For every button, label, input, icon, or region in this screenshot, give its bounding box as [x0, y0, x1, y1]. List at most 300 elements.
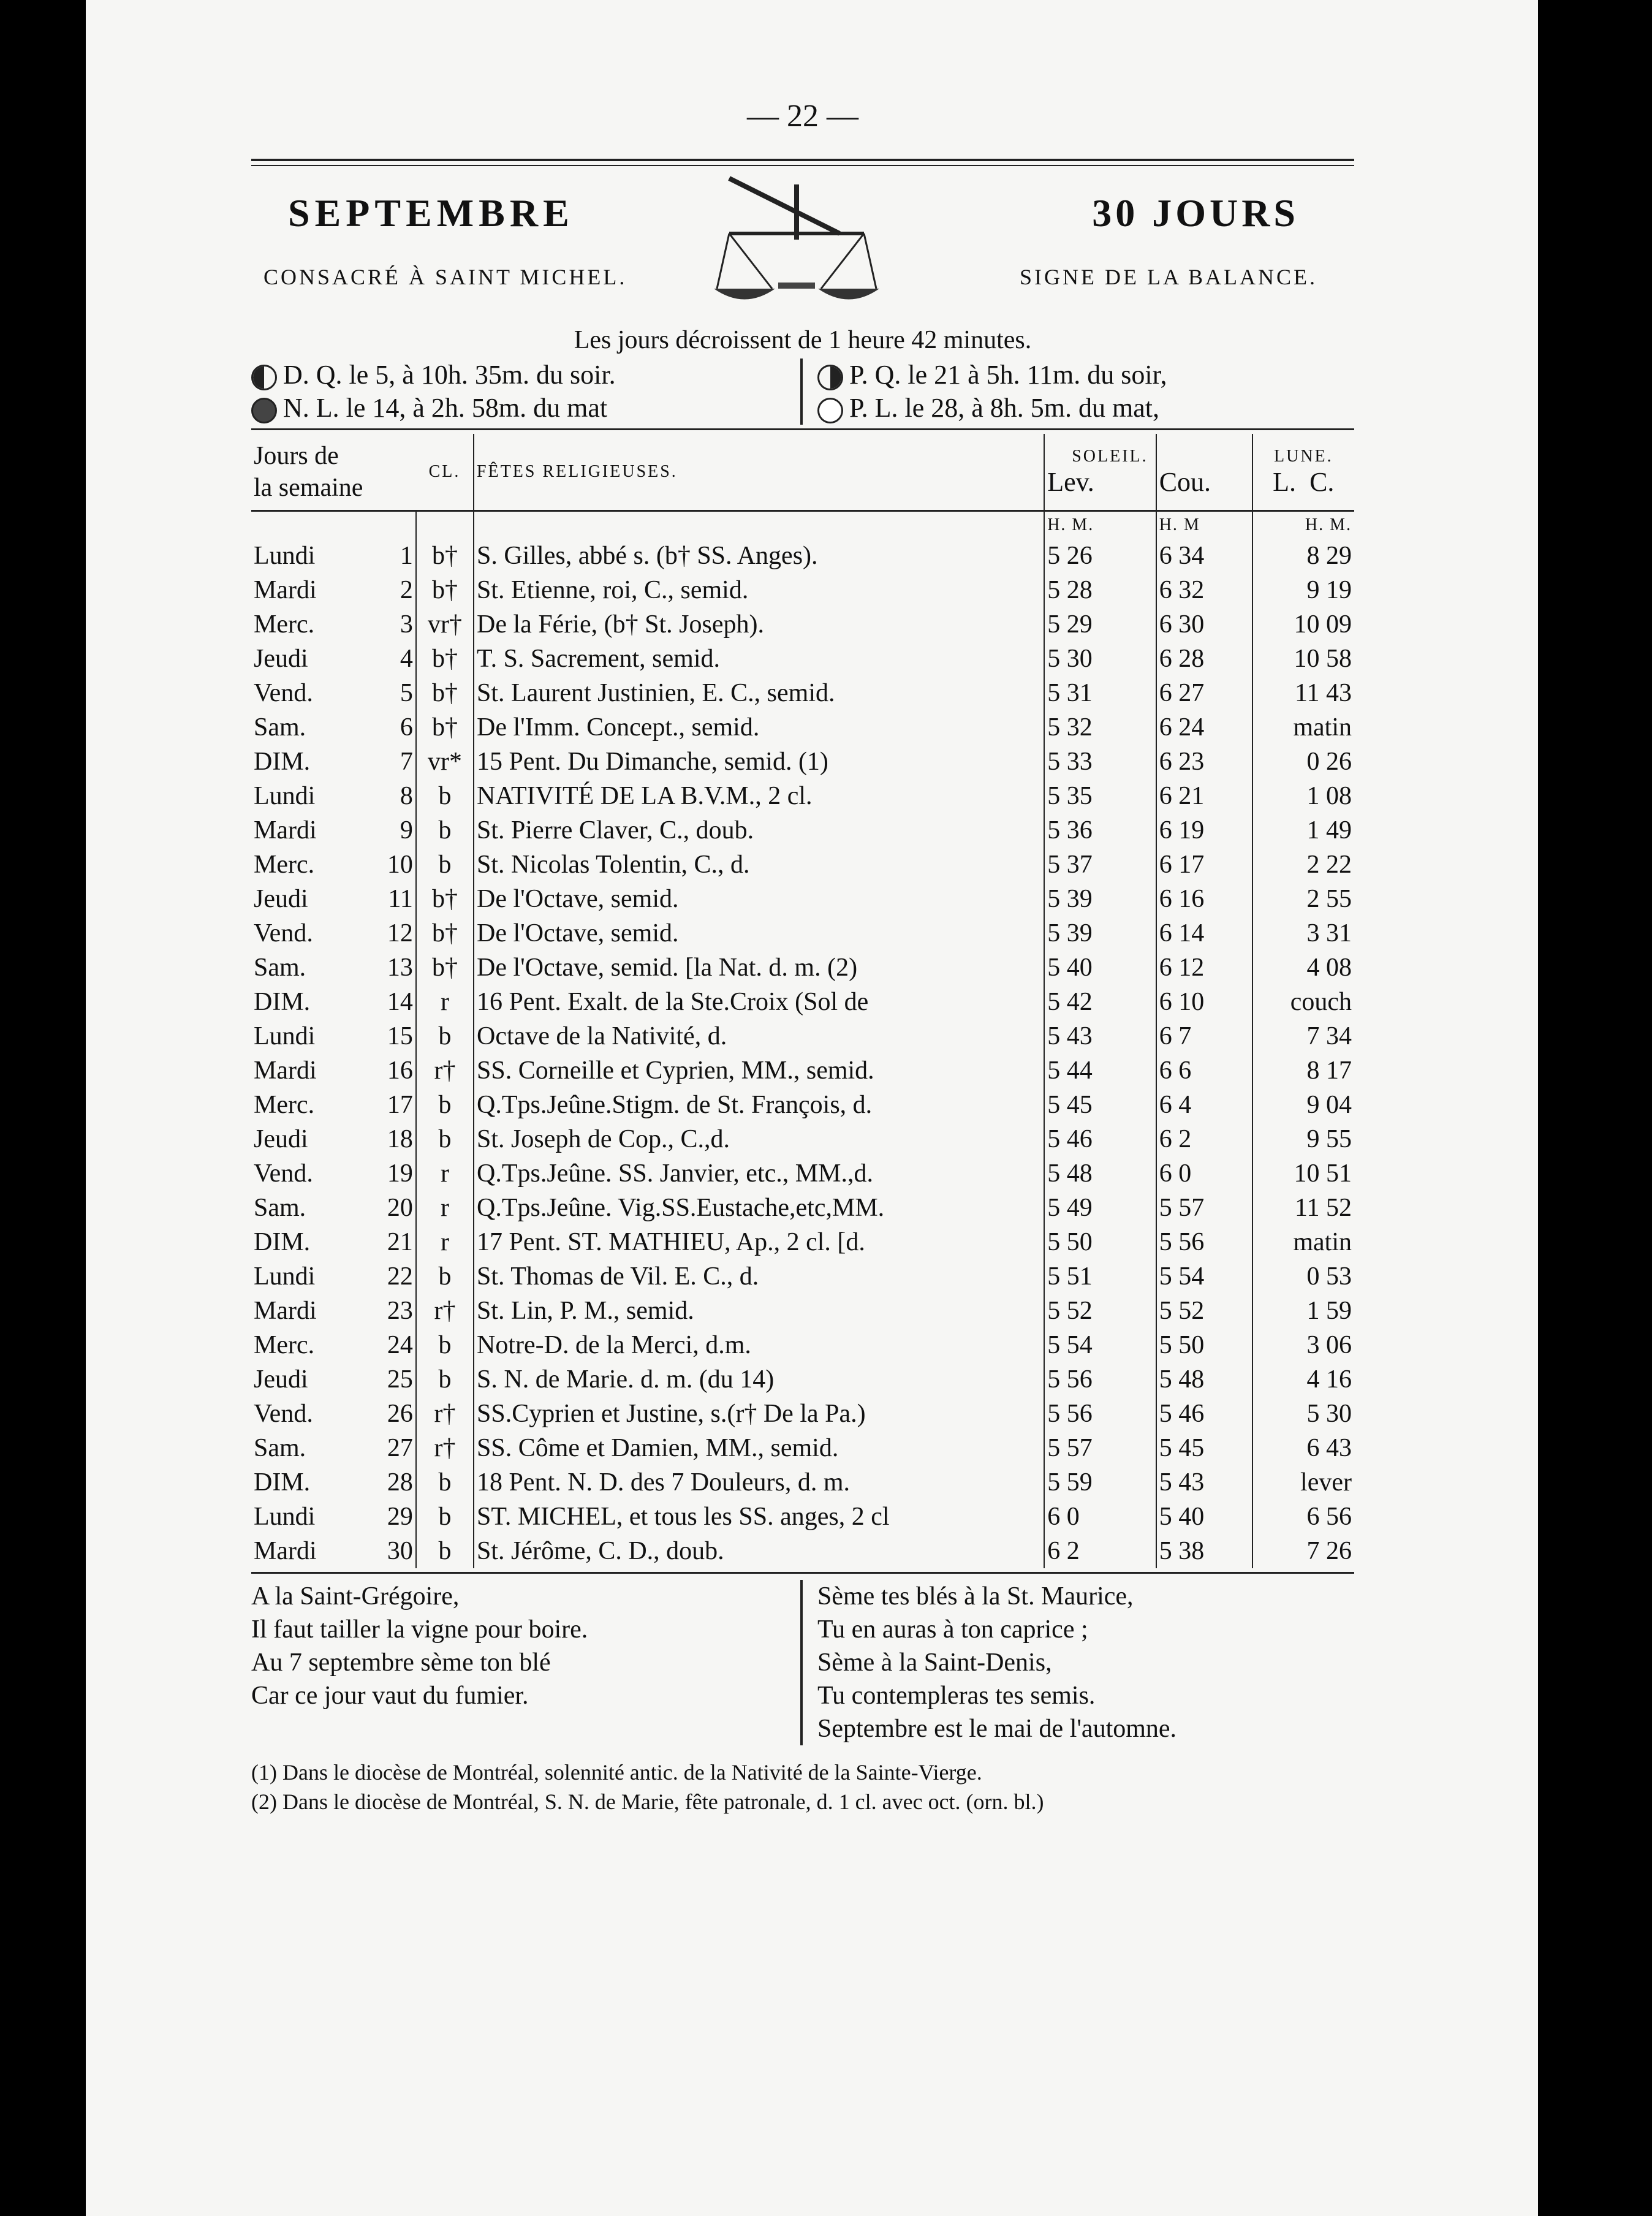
row-fete: St. Laurent Justinien, E. C., semid.: [474, 676, 1044, 710]
row-class: r†: [416, 1294, 474, 1328]
row-sunset: 6 34: [1156, 539, 1252, 573]
row-day: Vend.: [254, 1159, 313, 1188]
row-day: Jeudi: [254, 1125, 308, 1153]
row-day: Mardi: [254, 576, 317, 604]
row-fete: St. Nicolas Tolentin, C., d.: [474, 848, 1044, 882]
row-fete: 15 Pent. Du Dimanche, semid. (1): [474, 745, 1044, 779]
hm-row: [251, 511, 1354, 539]
phase-pq-text: P. Q. le 21 à 5h. 11m. du soir,: [849, 360, 1167, 390]
row-sunset: 6 6: [1156, 1053, 1252, 1088]
row-sunrise: 5 36: [1044, 813, 1156, 848]
row-class: r†: [416, 1053, 474, 1088]
month-title: SEPTEMBRE: [288, 191, 574, 235]
row-fete: SS. Corneille et Cyprien, MM., semid.: [474, 1053, 1044, 1088]
table-row: [251, 1053, 1354, 1088]
hm-empty: [416, 511, 474, 539]
header-lev-label: Lev.: [1047, 466, 1094, 497]
table-row: [251, 1362, 1354, 1397]
hm-empty: [474, 511, 1044, 539]
row-moon: 11 43: [1295, 679, 1352, 707]
header-cl: CL.: [416, 434, 474, 511]
row-date: 20: [378, 1191, 416, 1225]
row-sunset: 6 21: [1156, 779, 1252, 813]
phase-dq: [251, 359, 788, 392]
consacre-label: CONSACRÉ À SAINT MICHEL.: [263, 265, 627, 289]
row-sunset: 6 30: [1156, 607, 1252, 642]
row-class: b†: [416, 642, 474, 676]
row-day: Jeudi: [254, 885, 308, 913]
row-sunrise: 5 44: [1044, 1053, 1156, 1088]
page-content: [251, 98, 1354, 1816]
row-fete: NATIVITÉ DE LA B.V.M., 2 cl.: [474, 779, 1044, 813]
table-row: [251, 813, 1354, 848]
row-class: b†: [416, 676, 474, 710]
row-sunset: 6 19: [1156, 813, 1252, 848]
row-date: 30: [378, 1534, 416, 1568]
row-moon: 6 43: [1306, 1434, 1352, 1462]
row-sunset: 6 10: [1156, 985, 1252, 1019]
row-fete: ST. MICHEL, et tous les SS. anges, 2 cl: [474, 1500, 1044, 1534]
row-sunrise: 5 30: [1044, 642, 1156, 676]
table-row: [251, 848, 1354, 882]
row-day: Vend.: [254, 1400, 313, 1428]
row-class: r: [416, 1225, 474, 1259]
row-day: Sam.: [254, 713, 306, 742]
table-row: [251, 1465, 1354, 1500]
proverb-line: Tu en auras à ton caprice ;: [817, 1615, 1088, 1644]
row-moon: 9 55: [1306, 1125, 1352, 1153]
footnote: (1) Dans le diocèse de Montréal, solennité antic. de la Nativité de la Sainte-Vierge.: [251, 1760, 982, 1785]
row-fete: St. Pierre Claver, C., doub.: [474, 813, 1044, 848]
row-sunrise: 5 39: [1044, 882, 1156, 916]
row-date: 13: [378, 951, 416, 985]
row-fete: Q.Tps.Jeûne. SS. Janvier, etc., MM.,d.: [474, 1156, 1044, 1191]
row-moon: 10 09: [1294, 610, 1352, 639]
header-lev: [1044, 434, 1156, 511]
header-cou-label: Cou.: [1159, 466, 1211, 497]
table-row: [251, 745, 1354, 779]
row-fete: St. Lin, P. M., semid.: [474, 1294, 1044, 1328]
header-soleil-spacer: [1159, 447, 1249, 466]
row-day: DIM.: [254, 1228, 311, 1256]
row-sunset: 6 24: [1156, 710, 1252, 745]
row-sunset: 6 4: [1156, 1088, 1252, 1122]
row-date: 22: [378, 1259, 416, 1294]
header-fetes: FÊTES RELIGIEUSES.: [474, 434, 1044, 511]
row-sunrise: 5 46: [1044, 1122, 1156, 1156]
row-fete: SS.Cyprien et Justine, s.(r† De la Pa.): [474, 1397, 1044, 1431]
table-row: [251, 1019, 1354, 1053]
row-date: 17: [378, 1088, 416, 1122]
row-sunset: 5 45: [1156, 1431, 1252, 1465]
row-fete: 17 Pent. ST. MATHIEU, Ap., 2 cl. [d.: [474, 1225, 1044, 1259]
row-class: b: [416, 848, 474, 882]
row-class: b†: [416, 916, 474, 951]
row-day: Sam.: [254, 1194, 306, 1222]
row-moon: 4 16: [1306, 1365, 1352, 1394]
proverbs: [251, 1580, 1354, 1745]
row-date: 25: [378, 1362, 416, 1397]
row-day: Lundi: [254, 1262, 316, 1291]
row-day: Mardi: [254, 1297, 317, 1325]
last-quarter-icon: [251, 365, 277, 390]
proverbs-left: [251, 1580, 800, 1745]
phase-nl: [251, 392, 788, 425]
proverb-line: Sème tes blés à la St. Maurice,: [817, 1582, 1134, 1611]
row-class: b†: [416, 710, 474, 745]
row-moon: 0 53: [1306, 1262, 1352, 1291]
row-sunset: 5 40: [1156, 1500, 1252, 1534]
row-moon: 9 04: [1306, 1091, 1352, 1119]
row-fete: St. Joseph de Cop., C.,d.: [474, 1122, 1044, 1156]
row-date: 21: [378, 1225, 416, 1259]
header-lune-l: L.: [1273, 466, 1297, 497]
row-moon: couch: [1290, 988, 1352, 1016]
row-day: Mardi: [254, 1537, 317, 1565]
row-day: Sam.: [254, 954, 306, 982]
table-row: [251, 1259, 1354, 1294]
row-fete: De l'Imm. Concept., semid.: [474, 710, 1044, 745]
row-moon: 7 26: [1306, 1537, 1352, 1565]
proverb-line: A la Saint-Grégoire,: [251, 1582, 460, 1611]
row-class: r†: [416, 1431, 474, 1465]
row-sunrise: 5 42: [1044, 985, 1156, 1019]
row-fete: Octave de la Nativité, d.: [474, 1019, 1044, 1053]
row-moon: 8 17: [1306, 1057, 1352, 1085]
table-row: [251, 1500, 1354, 1534]
row-class: r: [416, 1191, 474, 1225]
row-date: 2: [378, 573, 416, 607]
row-sunrise: 5 50: [1044, 1225, 1156, 1259]
row-class: r: [416, 1156, 474, 1191]
row-fete: De l'Octave, semid.: [474, 882, 1044, 916]
row-moon: 1 08: [1306, 782, 1352, 810]
row-sunrise: 5 39: [1044, 916, 1156, 951]
moon-phases: [251, 359, 1354, 425]
top-rule: [251, 159, 1354, 166]
row-day: Mardi: [254, 816, 317, 844]
table-row: [251, 1088, 1354, 1122]
row-sunset: 5 56: [1156, 1225, 1252, 1259]
table-row: [251, 676, 1354, 710]
row-sunrise: 5 56: [1044, 1397, 1156, 1431]
almanac-page: [86, 0, 1538, 2216]
row-day: Sam.: [254, 1434, 306, 1462]
row-class: r: [416, 985, 474, 1019]
row-moon: 3 06: [1306, 1331, 1352, 1359]
row-class: b†: [416, 573, 474, 607]
row-class: b†: [416, 539, 474, 573]
row-sunrise: 6 2: [1044, 1534, 1156, 1568]
moon-phases-left: [251, 359, 803, 425]
row-sunset: 6 23: [1156, 745, 1252, 779]
row-day: Jeudi: [254, 1365, 308, 1394]
row-fete: 16 Pent. Exalt. de la Ste.Croix (Sol de: [474, 985, 1044, 1019]
first-quarter-icon: [817, 365, 843, 390]
row-sunrise: 5 54: [1044, 1328, 1156, 1362]
row-day: Merc.: [254, 610, 315, 639]
table-row: [251, 607, 1354, 642]
row-moon: 8 29: [1306, 542, 1352, 570]
row-sunset: 6 16: [1156, 882, 1252, 916]
table-row: [251, 985, 1354, 1019]
row-sunset: 5 46: [1156, 1397, 1252, 1431]
row-day: Jeudi: [254, 645, 308, 673]
header-lune-cols: [1256, 466, 1352, 498]
row-fete: SS. Côme et Damien, MM., semid.: [474, 1431, 1044, 1465]
row-moon: lever: [1300, 1468, 1352, 1497]
phase-dq-text: D. Q. le 5, à 10h. 35m. du soir.: [283, 360, 616, 390]
phase-pl: [817, 392, 1354, 425]
row-date: 3: [378, 607, 416, 642]
row-moon: 11 52: [1295, 1194, 1352, 1222]
row-sunrise: 5 57: [1044, 1431, 1156, 1465]
row-day: Lundi: [254, 1022, 316, 1050]
row-sunrise: 5 40: [1044, 951, 1156, 985]
proverb-line: Au 7 septembre sème ton blé: [251, 1649, 551, 1677]
row-date: 27: [378, 1431, 416, 1465]
table-row: [251, 710, 1354, 745]
hm-cou: H. M: [1156, 511, 1252, 539]
full-moon-icon: [817, 398, 843, 423]
row-day: Vend.: [254, 679, 313, 707]
row-date: 18: [378, 1122, 416, 1156]
row-sunrise: 5 45: [1044, 1088, 1156, 1122]
table-row: [251, 1294, 1354, 1328]
days-count: 30 JOURS: [1092, 191, 1299, 235]
row-day: Lundi: [254, 1503, 316, 1531]
row-date: 15: [378, 1019, 416, 1053]
row-fete: T. S. Sacrement, semid.: [474, 642, 1044, 676]
row-sunrise: 5 31: [1044, 676, 1156, 710]
proverbs-right: [800, 1580, 1354, 1745]
row-day: Lundi: [254, 542, 316, 570]
row-sunset: 5 57: [1156, 1191, 1252, 1225]
row-sunset: 6 0: [1156, 1156, 1252, 1191]
row-sunset: 6 12: [1156, 951, 1252, 985]
header-lune-title: LUNE.: [1273, 446, 1333, 466]
proverb-line: Il faut tailler la vigne pour boire.: [251, 1615, 588, 1644]
row-class: b: [416, 1362, 474, 1397]
row-moon: 2 55: [1306, 885, 1352, 913]
signe-label: SIGNE DE LA BALANCE.: [1020, 265, 1317, 289]
table-bottom-rule: [251, 1572, 1354, 1574]
row-sunrise: 5 48: [1044, 1156, 1156, 1191]
row-date: 6: [378, 710, 416, 745]
row-moon: 1 59: [1306, 1297, 1352, 1325]
phase-nl-text: N. L. le 14, à 2h. 58m. du mat: [283, 393, 608, 423]
row-moon: 3 31: [1306, 919, 1352, 947]
row-sunrise: 5 49: [1044, 1191, 1156, 1225]
row-moon: 1 49: [1306, 816, 1352, 844]
table-row: [251, 1156, 1354, 1191]
row-date: 14: [378, 985, 416, 1019]
row-moon: 7 34: [1306, 1022, 1352, 1050]
hm-empty: [251, 511, 378, 539]
header-cou: [1156, 434, 1252, 511]
header-lune-c: C.: [1309, 466, 1335, 497]
row-class: b: [416, 1019, 474, 1053]
row-day: Merc.: [254, 1091, 315, 1119]
row-class: r†: [416, 1397, 474, 1431]
page-number: — 22 —: [747, 99, 858, 134]
header-soleil: SOLEIL.: [1072, 446, 1148, 466]
header-jours: [251, 434, 416, 511]
row-date: 9: [378, 813, 416, 848]
row-sunset: 6 32: [1156, 573, 1252, 607]
row-sunset: 6 28: [1156, 642, 1252, 676]
row-day: Vend.: [254, 919, 313, 947]
row-sunrise: 5 26: [1044, 539, 1156, 573]
row-moon: 6 56: [1306, 1503, 1352, 1531]
row-sunset: 5 54: [1156, 1259, 1252, 1294]
table-row: [251, 951, 1354, 985]
row-moon: 9 19: [1306, 576, 1352, 604]
table-row: [251, 916, 1354, 951]
row-date: 28: [378, 1465, 416, 1500]
row-fete: S. Gilles, abbé s. (b† SS. Anges).: [474, 539, 1044, 573]
proverb-line: Car ce jour vaut du fumier.: [251, 1682, 529, 1710]
row-day: DIM.: [254, 988, 311, 1016]
month-header: [251, 172, 1354, 325]
row-sunrise: 5 59: [1044, 1465, 1156, 1500]
row-moon: 2 22: [1306, 851, 1352, 879]
proverb-line: Septembre est le mai de l'automne.: [817, 1715, 1177, 1743]
row-day: DIM.: [254, 1468, 311, 1497]
row-class: vr*: [416, 745, 474, 779]
row-date: 11: [378, 882, 416, 916]
row-fete: S. N. de Marie. d. m. (du 14): [474, 1362, 1044, 1397]
row-sunset: 5 38: [1156, 1534, 1252, 1568]
table-row: [251, 1431, 1354, 1465]
hm-lune: H. M.: [1305, 515, 1352, 534]
table-row: [251, 1191, 1354, 1225]
row-class: b†: [416, 882, 474, 916]
row-class: b: [416, 1328, 474, 1362]
row-moon: matin: [1293, 1228, 1352, 1256]
row-date: 10: [378, 848, 416, 882]
row-class: b†: [416, 951, 474, 985]
moon-phases-right: [803, 359, 1354, 425]
row-moon: 0 26: [1306, 748, 1352, 776]
proverb-line: Sème à la Saint-Denis,: [817, 1649, 1052, 1677]
table-row: [251, 1225, 1354, 1259]
row-fete: St. Jérôme, C. D., doub.: [474, 1534, 1044, 1568]
row-sunset: 5 50: [1156, 1328, 1252, 1362]
row-date: 4: [378, 642, 416, 676]
table-row: [251, 539, 1354, 573]
table-row: [251, 882, 1354, 916]
row-sunrise: 6 0: [1044, 1500, 1156, 1534]
header-jours-line2: la semaine: [254, 474, 363, 502]
footnote: (2) Dans le diocèse de Montréal, S. N. de Marie, fête patronale, d. 1 cl. avec oct. (orn. bl.): [251, 1789, 1044, 1814]
row-date: 7: [378, 745, 416, 779]
row-date: 5: [378, 676, 416, 710]
table-row: [251, 1397, 1354, 1431]
row-fete: De l'Octave, semid.: [474, 916, 1044, 951]
calendar-table: [251, 434, 1354, 1568]
footnotes: [251, 1758, 1354, 1816]
row-date: 24: [378, 1328, 416, 1362]
row-fete: 18 Pent. N. D. des 7 Douleurs, d. m.: [474, 1465, 1044, 1500]
row-sunrise: 5 29: [1044, 607, 1156, 642]
balance-scale-icon: [705, 172, 889, 307]
row-sunrise: 5 52: [1044, 1294, 1156, 1328]
row-fete: Notre-D. de la Merci, d.m.: [474, 1328, 1044, 1362]
row-day: Merc.: [254, 1331, 315, 1359]
row-date: 29: [378, 1500, 416, 1534]
row-fete: St. Etienne, roi, C., semid.: [474, 573, 1044, 607]
row-date: 16: [378, 1053, 416, 1088]
phase-pl-text: P. L. le 28, à 8h. 5m. du mat,: [849, 393, 1159, 423]
row-class: b: [416, 1534, 474, 1568]
row-sunset: 6 14: [1156, 916, 1252, 951]
phases-rule: [251, 428, 1354, 430]
row-moon: 4 08: [1306, 954, 1352, 982]
row-date: 1: [378, 539, 416, 573]
row-sunrise: 5 56: [1044, 1362, 1156, 1397]
row-sunset: 5 43: [1156, 1465, 1252, 1500]
row-sunset: 6 17: [1156, 848, 1252, 882]
row-fete: Q.Tps.Jeûne.Stigm. de St. François, d.: [474, 1088, 1044, 1122]
row-moon: 5 30: [1306, 1400, 1352, 1428]
row-sunrise: 5 28: [1044, 573, 1156, 607]
row-date: 12: [378, 916, 416, 951]
hm-lev: H. M.: [1044, 511, 1156, 539]
row-class: b: [416, 1088, 474, 1122]
row-class: b: [416, 779, 474, 813]
row-sunset: 5 48: [1156, 1362, 1252, 1397]
row-sunrise: 5 37: [1044, 848, 1156, 882]
day-length-note: Les jours décroissent de 1 heure 42 minutes.: [574, 326, 1032, 354]
table-row: [251, 779, 1354, 813]
row-sunset: 6 2: [1156, 1122, 1252, 1156]
header-lune: [1252, 434, 1354, 511]
row-fete: St. Thomas de Vil. E. C., d.: [474, 1259, 1044, 1294]
row-day: Merc.: [254, 851, 315, 879]
row-fete: De la Férie, (b† St. Joseph).: [474, 607, 1044, 642]
row-class: b: [416, 1465, 474, 1500]
row-class: vr†: [416, 607, 474, 642]
row-sunset: 6 27: [1156, 676, 1252, 710]
row-sunrise: 5 33: [1044, 745, 1156, 779]
row-moon: matin: [1293, 713, 1352, 742]
row-moon: 10 58: [1294, 645, 1352, 673]
row-sunrise: 5 35: [1044, 779, 1156, 813]
row-sunrise: 5 43: [1044, 1019, 1156, 1053]
hm-empty: [378, 511, 416, 539]
proverb-line: Tu contempleras tes semis.: [817, 1682, 1096, 1710]
row-sunset: 6 7: [1156, 1019, 1252, 1053]
table-row: [251, 573, 1354, 607]
row-class: b: [416, 1259, 474, 1294]
row-date: 19: [378, 1156, 416, 1191]
phase-pq: [817, 359, 1354, 392]
new-moon-icon: [251, 398, 277, 423]
table-row: [251, 1534, 1354, 1568]
row-class: b: [416, 1122, 474, 1156]
table-row: [251, 1122, 1354, 1156]
row-day: DIM.: [254, 748, 311, 776]
row-fete: Q.Tps.Jeûne. Vig.SS.Eustache,etc,MM.: [474, 1191, 1044, 1225]
row-moon: 10 51: [1294, 1159, 1352, 1188]
row-sunrise: 5 51: [1044, 1259, 1156, 1294]
row-day: Lundi: [254, 782, 316, 810]
calendar-body: [251, 539, 1354, 1568]
row-date: 8: [378, 779, 416, 813]
table-row: [251, 642, 1354, 676]
table-row: [251, 1328, 1354, 1362]
